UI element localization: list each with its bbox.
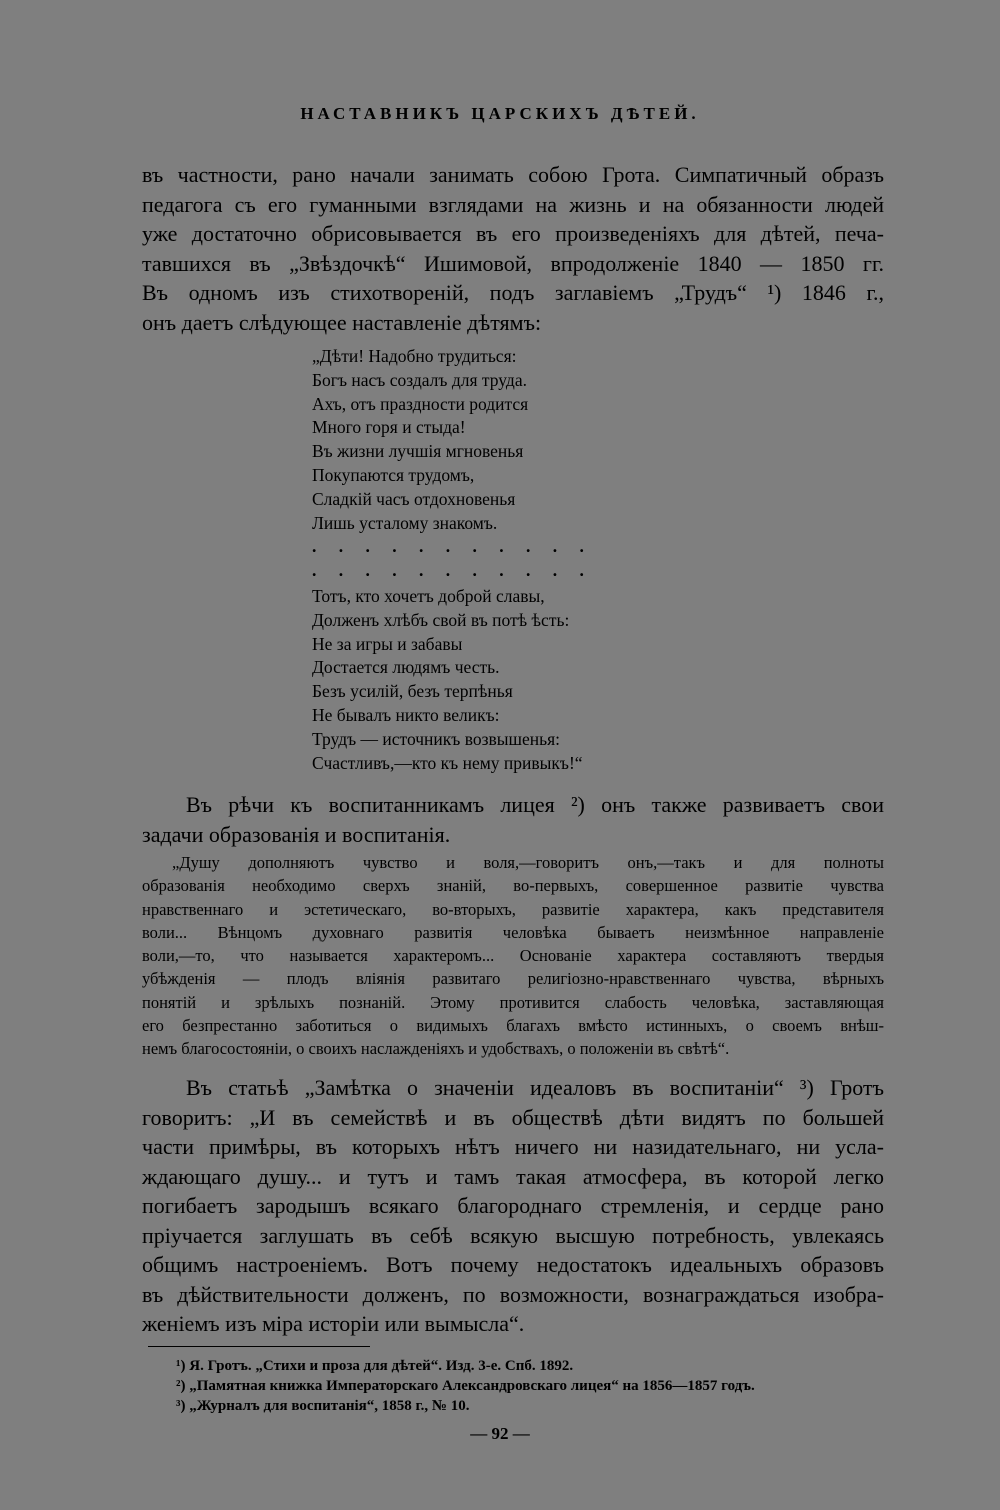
paragraph-3 [142, 1073, 884, 1339]
poem-line: Счастливъ,—кто къ нему привыкъ!“ [312, 752, 583, 773]
ellipsis-row: . . . . . . . . . . . [312, 536, 593, 557]
text-line: уже достаточно обрисовывается въ его произведеніяхъ для дѣтей, печа- [142, 221, 884, 246]
poem-line: Трудъ — источникъ возвышенья: [312, 728, 561, 749]
paragraph-1 [142, 160, 884, 337]
poem-line: „Дѣти! Надобно трудиться: [312, 346, 517, 366]
block-quote [142, 851, 884, 1061]
text-line: Въ одномъ изъ стихотвореній, подъ заглавіемъ „Трудъ“ ¹) 1846 г., [142, 280, 884, 305]
quote-line: образованія необходимо сверхъ знаній, во-первыхъ, совершенное развитіе чувства [142, 876, 884, 896]
footnotes [176, 1356, 755, 1416]
footnote-2: ²) „Памятная книжка Императорскаго Александровскаго лицея“ на 1856—1857 годъ. [176, 1378, 755, 1394]
quote-line: немъ благосостояніи, о своихъ наслажденіяхъ и удобствахъ, о положеніи въ свѣтѣ“. [142, 1039, 730, 1059]
text-line: тавшихся въ „Звѣздочкѣ“ Ишимовой, впродолженіе 1840 — 1850 гг. [142, 250, 884, 276]
poem-line: Покупаются трудомъ, [312, 464, 475, 485]
quote-line: его безпрестанно заботиться о видимыхъ благахъ вмѣсто истинныхъ, о своемъ внѣш- [142, 1016, 884, 1036]
poem-line: Не бывалъ никто великъ: [312, 704, 500, 725]
running-header: НАСТАВНИКЪ ЦАРСКИХЪ ДѢТЕЙ. [300, 104, 700, 123]
text-line: части примѣры, въ которыхъ нѣтъ ничего ни назидательнаго, ни усла- [142, 1134, 884, 1159]
text-line: пріучается заглушать въ себѣ всякую высшую потребность, увлекаясь [142, 1222, 884, 1248]
poem-stanza-2 [312, 585, 583, 775]
quote-line: нравственнаго и эстетическаго, во-вторыхъ, развитіе характера, какъ представителя [142, 899, 884, 919]
text-line: задачи образованія и воспитанія. [142, 821, 451, 847]
text-line: Въ статьѣ „Замѣтка о значеніи идеаловъ въ воспитаніи“ ³) Гротъ [186, 1075, 884, 1100]
text-line: говоритъ: „И въ семействѣ и въ обществѣ дѣти видятъ по большей [142, 1104, 884, 1130]
text-line: въ дѣйствительности долженъ, по возможности, вознаграждаться изобра- [142, 1281, 884, 1307]
quote-line: понятій и зрѣлыхъ познаній. Этому противится слабость человѣка, заставляющая [142, 992, 884, 1012]
quote-line: „Душу дополняютъ чувство и воля,—говоритъ онъ,—такъ и для полноты [172, 853, 884, 872]
poem-line: Тотъ, кто хочетъ доброй славы, [312, 586, 545, 606]
text-line: женіемъ изъ міра исторіи или вымысла“. [142, 1311, 525, 1336]
poem-line: Богъ насъ создалъ для труда. [312, 369, 527, 390]
footnote-3: ³) „Журналъ для воспитанія“, 1858 г., № 10. [176, 1398, 470, 1414]
poem-stanza-1 [312, 345, 593, 583]
text-line: общимъ настроеніемъ. Вотъ почему недостатокъ идеальныхъ образовъ [142, 1252, 884, 1277]
footnote-divider [148, 1346, 370, 1347]
poem-line: Лишь усталому знакомъ. [312, 512, 498, 533]
quote-line: воли,—то, что называется характеромъ... Основаніе характера составляютъ твердыя [142, 946, 884, 966]
text-line: педагога съ его гуманными взглядами на жизнь и на обязанности людей [142, 191, 884, 217]
quote-line: убѣжденія — плодъ вліянія развитаго религіозно-нравственнаго чувства, вѣрныхъ [142, 969, 884, 989]
text-line: онъ даетъ слѣдующее наставленіе дѣтямъ: [142, 309, 542, 335]
ellipsis-row: . . . . . . . . . . . [312, 560, 593, 581]
paragraph-2 [142, 790, 884, 849]
poem-line: Много горя и стыда! [312, 417, 466, 438]
text-line: Въ рѣчи къ воспитанникамъ лицея ²) онъ также развиваетъ свои [186, 792, 884, 817]
text-line: ждающаго душу... и тутъ и тамъ такая атмосфера, въ которой легко [142, 1163, 884, 1189]
poem-line: Ахъ, отъ праздности родится [312, 393, 529, 414]
poem-line: Достается людямъ честь. [312, 657, 500, 678]
poem-line: Въ жизни лучшія мгновенья [312, 441, 524, 462]
poem-line: Сладкій часъ отдохновенья [312, 488, 516, 509]
page-number: — 92 — [470, 1424, 530, 1443]
poem-line: Безъ усилій, безъ терпѣнья [312, 681, 513, 702]
poem-line: Долженъ хлѣбъ свой въ потѣ ѣсть: [312, 609, 570, 630]
quote-line: воли... Вѣнцомъ духовнаго развитія человѣка бываетъ неизмѣнное направленіе [142, 922, 884, 942]
footnote-1: ¹) Я. Гротъ. „Стихи и проза для дѣтей“. Изд. 3-е. Спб. 1892. [176, 1358, 574, 1374]
poem-line: Не за игры и забавы [312, 633, 463, 654]
text-line: погибаетъ зародышъ всякаго благороднаго стремленія, и сердце рано [142, 1193, 884, 1218]
text-line: въ частности, рано начали занимать собою Грота. Симпатичный образъ [142, 162, 884, 187]
